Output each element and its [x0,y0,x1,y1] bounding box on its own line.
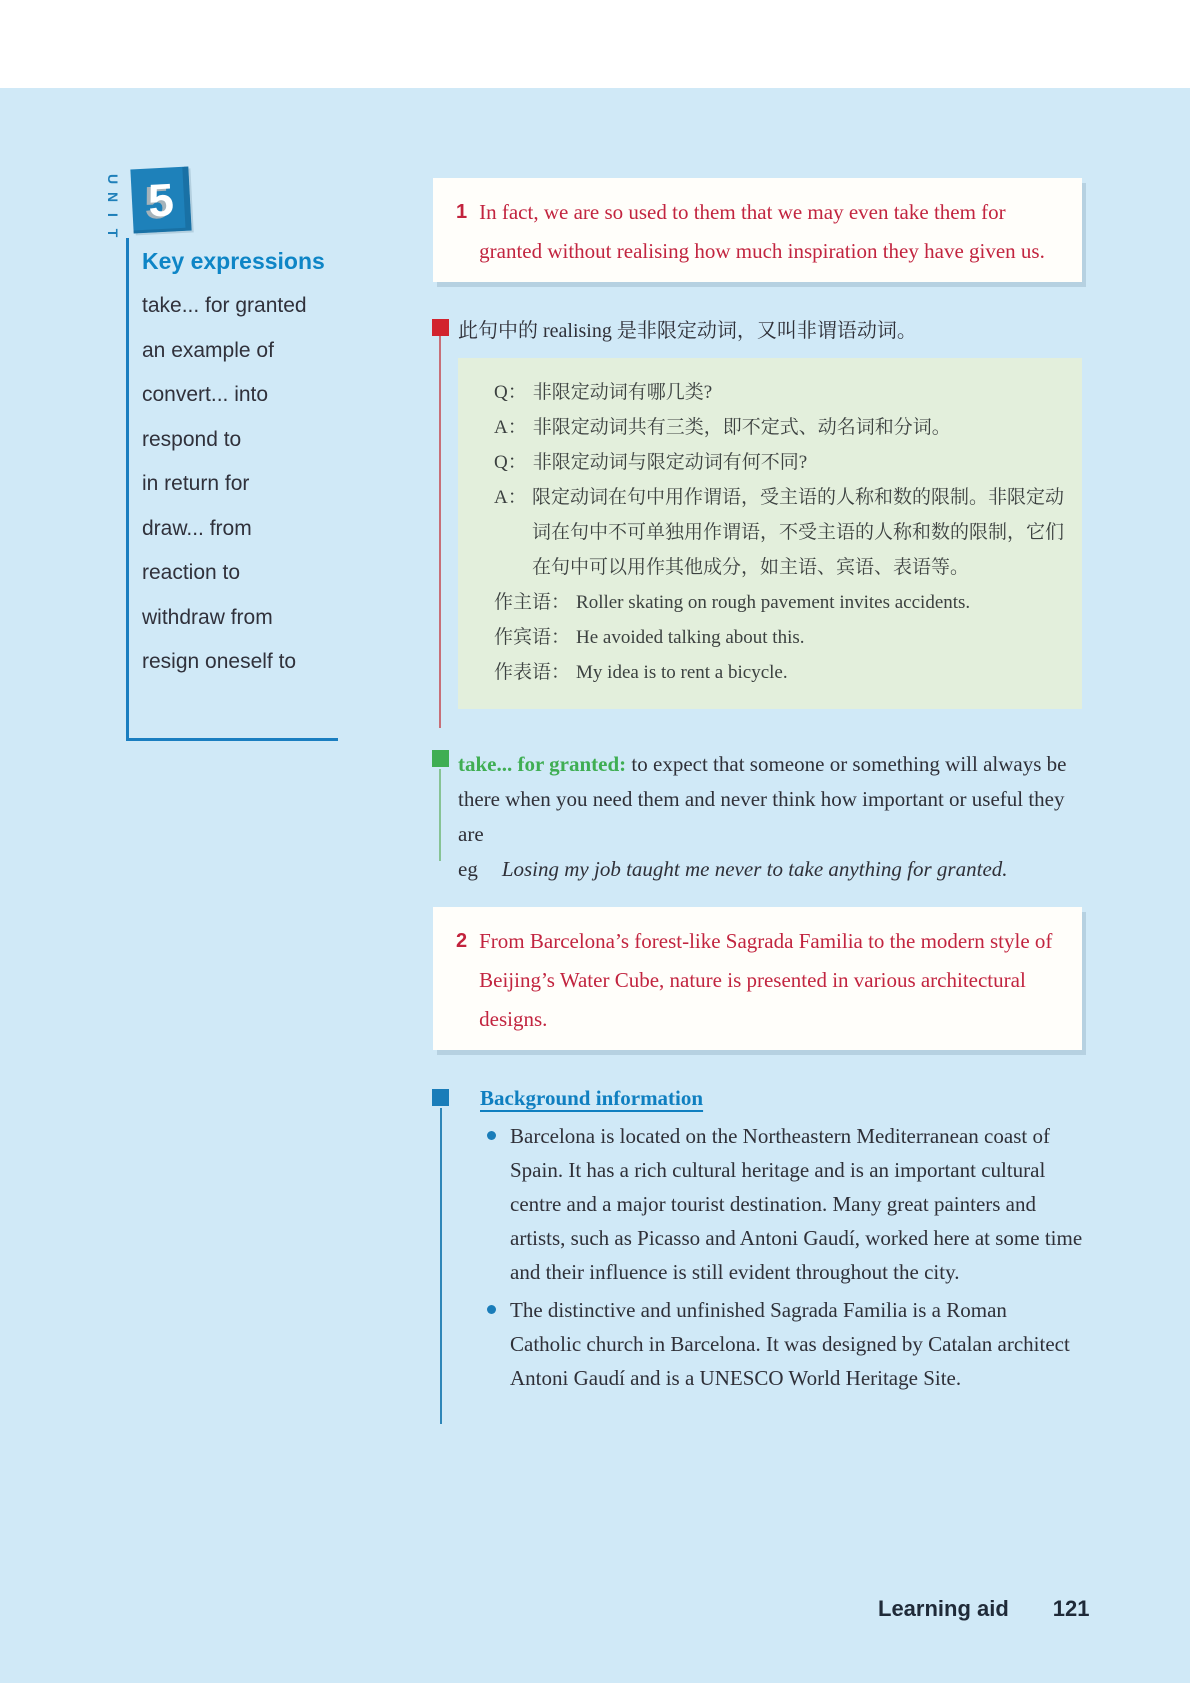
sentence-2-text: From Barcelona’s forest-like Sagrada Familia to the modern style of Beijing’s Water Cube, nature is presented in various architectural designs. [479,929,1053,1031]
bullet-dot-icon [487,1131,496,1140]
sentence-1-text: In fact, we are so used to them that we may even take them for granted without realising how much inspiration they have given us. [479,200,1045,263]
blue-square-bullet-icon [432,1089,449,1106]
page-footer [878,1596,1090,1622]
unit-letter: I [105,213,121,217]
qa-row [494,655,1068,690]
footer-page-number: 121 [1052,1596,1090,1621]
background-text: Barcelona is located on the Northeastern Mediterranean coast of Spain. It has a rich cultural heritage and is an important cultural centre and a major tourist destination. Many great painters and artists, such as Picasso and Antoni Gaudí, worked here at some time and their influence is still evident throughout the city. [510,1124,1083,1284]
unit-letter: N [105,191,121,203]
sentence-card-2 [433,907,1082,1050]
unit-letter: U [105,173,121,185]
grammar-note-intro: 此句中的 realising 是非限定动词，又叫非谓语动词。 [458,320,917,342]
qa-label: 作表语： [494,662,571,683]
footer-section-label: Learning aid [878,1596,1009,1621]
qa-row [494,620,1068,655]
top-margin-band [0,0,1190,88]
qa-label: Q： [494,452,527,473]
red-connector-line [439,336,441,728]
qa-row [494,445,1068,480]
qa-panel [458,358,1082,709]
main-column [433,178,1083,1395]
bullet-dot-icon [487,1305,496,1314]
qa-row [494,480,1068,585]
unit-badge [106,168,206,248]
sentence-card-1 [433,178,1082,282]
unit-number: 5 [146,173,176,227]
qa-text: 非限定动词与限定动词有何不同? [532,452,808,473]
background-heading: Background information [480,1086,704,1110]
red-square-bullet-icon [432,319,449,336]
key-expression-item: take... for granted [142,294,307,317]
qa-row [494,375,1068,410]
definition-term: take... for granted: [458,752,627,776]
qa-label: A： [494,487,527,508]
sentence-1-number: 1 [456,201,468,223]
blue-connector-line [440,1108,442,1424]
key-expression-item: an example of [142,338,274,362]
qa-label: 作宾语： [494,627,571,648]
grammar-note [458,316,1083,709]
qa-row [494,410,1068,445]
unit-vertical-label [106,172,120,240]
qa-label: Q： [494,382,527,403]
key-expression-item: draw... from [142,516,252,540]
green-connector-line [439,769,441,861]
eg-label: eg [458,857,478,881]
definition-text [458,747,1076,852]
qa-text: 非限定动词共有三类，即不定式、动名词和分词。 [532,417,951,438]
key-expression-item: resign oneself to [142,650,297,673]
example-row [458,852,1083,887]
qa-text: He avoided talking about this. [576,627,805,648]
qa-text: My idea is to rent a bicycle. [576,662,788,683]
qa-text: 非限定动词有哪几类? [532,382,713,403]
qa-label: A： [494,417,527,438]
example-sentence: Losing my job taught me never to take anything for granted. [501,857,1008,881]
background-text: The distinctive and unfinished Sagrada Familia is a Roman Catholic church in Barcelona. It was designed by Catalan architect Antoni Gaudí and is a UNESCO World Heritage Site. [510,1298,1070,1390]
key-expression-item: respond to [142,427,242,451]
sidebar-rule-horizontal [126,738,338,741]
background-note [458,1086,1083,1395]
key-expressions-list [142,284,307,685]
background-list [487,1119,1083,1395]
sentence-2-number: 2 [456,930,468,952]
background-bullet-item [487,1119,1083,1289]
definition-body: to expect that someone or something will always be there when you need them and never think how important or useful they are [458,752,1067,846]
key-expression-item: convert... into [142,383,269,406]
qa-text: 限定动词在句中用作谓语，受主语的人称和数的限制。非限定动词在句中不可单独用作谓语，不受主语的人称和数的限制，它们在句中可以用作其他成分，如主语、宾语、表语等。 [532,487,1065,578]
unit-letter: T [105,228,121,238]
green-square-bullet-icon [432,750,449,767]
sidebar-rule-vertical [126,238,129,740]
qa-label: 作主语： [494,592,571,613]
key-expression-item: withdraw from [142,605,273,629]
background-bullet-item [487,1293,1083,1395]
definition-note [458,747,1083,887]
key-expressions-heading: Key expressions [142,248,325,274]
unit-number-tile [130,167,191,234]
qa-text: Roller skating on rough pavement invites accidents. [576,592,971,613]
qa-row [494,585,1068,620]
key-expression-item: reaction to [142,561,241,584]
key-expression-item: in return for [142,472,250,495]
